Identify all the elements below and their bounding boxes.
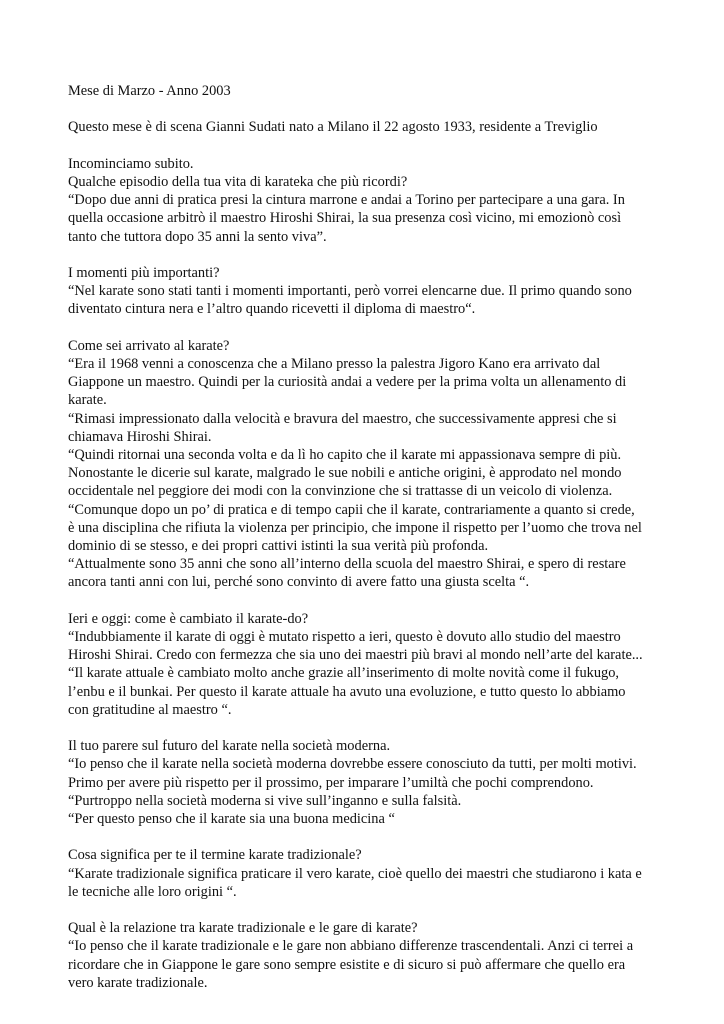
answer-line: diventato cintura nera e l’altro quando ricevetti il diploma di maestro“. [68,301,476,318]
answer-line: “Per questo penso che il karate sia una buona medicina “ [68,811,395,828]
answer-line: Nonostante le dicerie sul karate, malgrado le sue nobili e antiche origini, è approdato nel mondo [68,465,622,482]
answer-line: con gratitudine al maestro “. [68,701,232,718]
answer-line: karate. [68,392,107,409]
qa-tradition-vs-competition [68,919,668,992]
answer-line: occidentale nel peggiore dei modi con la convinzione che si trattasse di un veicolo di violenza. [68,483,613,500]
answer-line: Giappone un maestro. Quindi per la curiosità andai a vedere per la prima volta un allenamento di [68,374,627,391]
document-page [68,82,668,1010]
answer-line: “Io penso che il karate nella società moderna dovrebbe essere conosciuto da tutti, per molti motivi. [68,756,637,773]
qa-traditional-meaning [68,846,668,901]
answer-line: Primo per avere più rispetto per il prossimo, per imparare l’umiltà che pochi comprendono. [68,774,594,791]
answer-line: “Nel karate sono stati tanti i momenti importanti, però vorrei elencarne due. Il primo quando sono [68,283,632,300]
answer-line: “Karate tradizionale significa praticare il vero karate, cioè quello dei maestri che studiarono i kata e [68,865,642,882]
answer-line: l’enbu e il bunkai. Per questo il karate attuale ha avuto una evoluzione, e tutto questo lo abbiamo [68,683,626,700]
answer-line: è una disciplina che rifiuta la violenza per principio, che impone il rispetto per l’uomo che trova nel [68,519,642,536]
answer-line: Hiroshi Shirai. Credo con fermezza che sia uno dei maestri più bravi al mondo nell’arte del karate... [68,647,643,664]
qa-episode [68,155,668,246]
answer-line: “Indubbiamente il karate di oggi è mutato rispetto a ieri, questo è dovuto allo studio del maestro [68,629,621,646]
answer-line: “Era il 1968 venni a conoscenza che a Milano presso la palestra Jigoro Kano era arrivato dal [68,355,601,372]
answer-line: “Dopo due anni di pratica presi la cintura marrone e andai a Torino per partecipare a una gara. In [68,192,625,209]
qa-yesterday-today [68,610,668,719]
answer-line: “Quindi ritornai una seconda volta e da lì ho capito che il karate mi appassionava sempre di più. [68,447,622,463]
qa-future [68,737,668,828]
question-line: Il tuo parere sul futuro del karate nella società moderna. [68,738,391,755]
answer-line: “Purtroppo nella società moderna si vive sull’inganno e sulla falsità. [68,792,462,809]
answer-line: quella occasione arbitrò il maestro Hiroshi Shirai, la sua presenza così vicino, mi emozionò così [68,210,622,227]
question-line: Cosa significa per te il termine karate tradizionale? [68,847,362,864]
text-line: Mese di Marzo - Anno 2003 [68,83,231,99]
question-line: Qualche episodio della tua vita di karateka che più ricordi? [68,173,408,190]
question-line: Come sei arrivato al karate? [68,337,230,354]
answer-line: ancora tanti anni con lui, perché sono convinto di avere fatto una giusta scelta “. [68,574,530,591]
intro-paragraph [68,118,668,136]
question-line: Ieri e oggi: come è cambiato il karate-do? [68,610,309,627]
answer-line: “Il karate attuale è cambiato molto anche grazie all’inserimento di molte novità come il fukugo, [68,665,620,682]
answer-line: “Rimasi impressionato dalla velocità e bravura del maestro, che successivamente appresi che si [68,410,617,427]
answer-line: dominio di se stesso, e dei propri cattivi istinti la sua verità più profonda. [68,538,489,555]
answer-line: “Attualmente sono 35 anni che sono all’interno della scuola del maestro Shirai, e spero di restare [68,556,626,573]
qa-important-moments [68,264,668,319]
answer-line: “Io penso che il karate tradizionale e le gare non abbiano differenze trascendentali. Anzi ci terrei a [68,938,634,955]
answer-line: ricordare che in Giappone le gare sono sempre esistite e di sicuro si può affermare che quello era [68,956,626,973]
answer-line: vero karate tradizionale. [68,974,208,991]
answer-line: tanto che tuttora dopo 35 anni la sento viva”. [68,228,327,245]
question-line: Qual è la relazione tra karate tradizionale e le gare di karate? [68,920,418,937]
answer-line: le tecniche alle loro origini “. [68,883,237,900]
answer-line: “Comunque dopo un po’ di pratica e di tempo capii che il karate, contrariamente a quanto si crede, [68,501,635,518]
date-heading [68,82,668,100]
text-line: Questo mese è di scena Gianni Sudati nato a Milano il 22 agosto 1933, residente a Treviglio [68,119,598,136]
answer-line: chiamava Hiroshi Shirai. [68,428,212,445]
question-line: I momenti più importanti? [68,264,220,281]
qa-how-arrived [68,337,668,592]
text-line: Incominciamo subito. [68,155,194,172]
